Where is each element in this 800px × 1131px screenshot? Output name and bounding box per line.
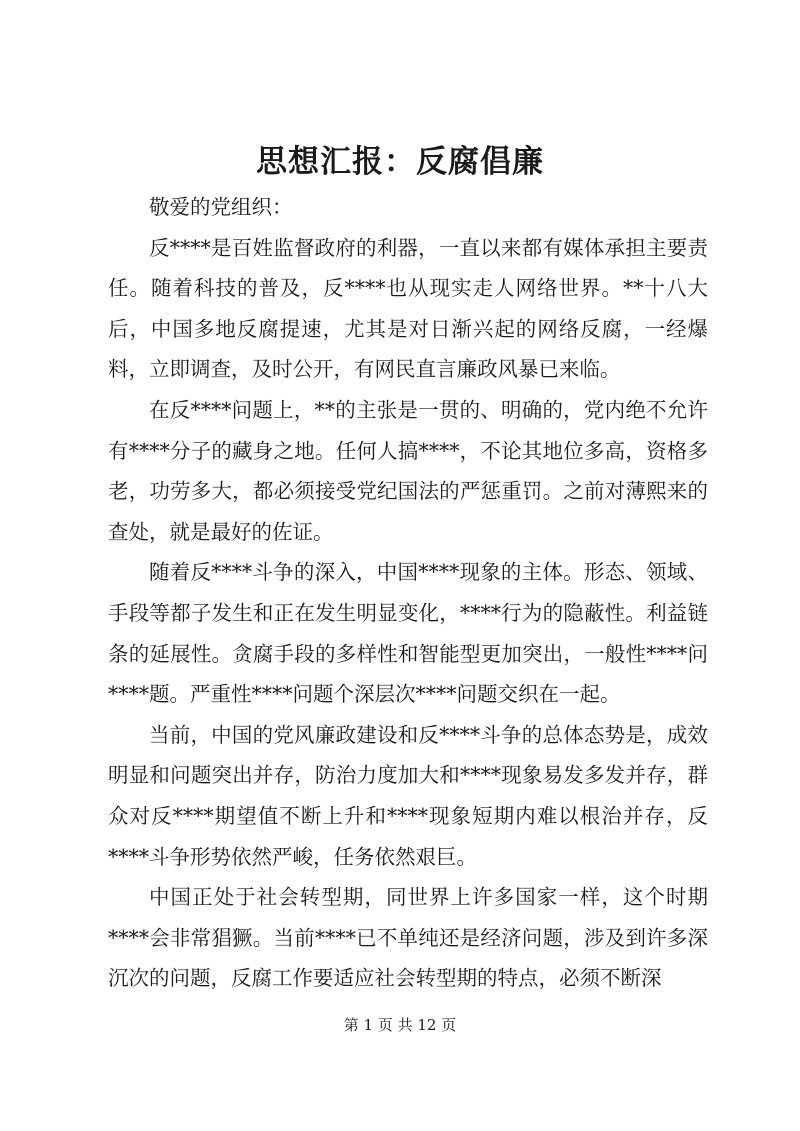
page-footer: 第 1 页 共 12 页 xyxy=(343,1016,457,1034)
paragraph-2: 在反****问题上，**的主张是一贯的、明确的，党内绝不允许有****分子的藏身之地。任何人搞****，不论其地位多高，资格多老，功劳多大，都必须接受党纪国法的严惩重罚。之前对薄熙来的查处，就是最好的佐证。 xyxy=(108,397,708,544)
document-title: 思想汇报：反腐倡廉 xyxy=(256,144,544,180)
salutation: 敬爱的党组织： xyxy=(149,195,293,219)
document-body xyxy=(108,187,708,999)
paragraph-4: 当前，中国的党风廉政建设和反****斗争的总体态势是，成效明显和问题突出并存，防治力度加大和****现象易发多发并存，群众对反****期望值不断上升和****现象短期内难以根治并存，反****斗争形势依然严峻，任务依然艰巨。 xyxy=(108,722,708,869)
paragraph-3: 随着反****斗争的深入，中国****现象的主体。形态、领域、手段等都子发生和正在发生明显变化，****行为的隐蔽性。利益链条的延展性。贪腐手段的多样性和智能型更加突出，一般性****问****题。严重性****问题个深层次****问题交织在一起。 xyxy=(108,560,708,707)
paragraph-1: 反****是百姓监督政府的利器，一直以来都有媒体承担主要责任。随着科技的普及，反****也从现实走人网络世界。**十八大后，中国多地反腐提速，尤其是对日渐兴起的网络反腐，一经爆料，立即调查，及时公开，有网民直言廉政风暴已来临。 xyxy=(108,235,708,382)
paragraph-5: 中国正处于社会转型期，同世界上许多国家一样，这个时期****会非常猖獗。当前****已不单纯还是经济问题，涉及到许多深沉次的问题，反腐工作要适应社会转型期的特点，必须不断深 xyxy=(108,885,708,991)
